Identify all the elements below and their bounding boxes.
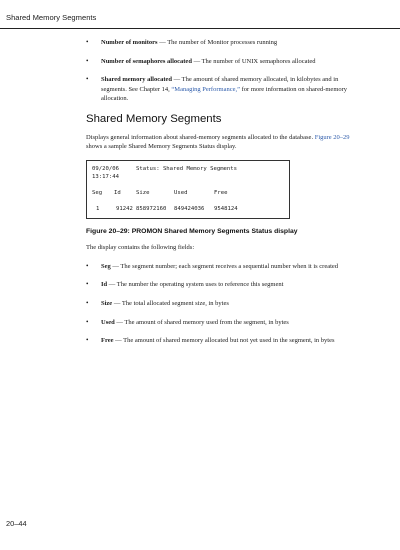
bullet-term: Seg <box>101 262 111 270</box>
screen-date: 09/20/06 <box>92 166 119 173</box>
chapter-link[interactable]: “Managing Performance,” <box>171 85 240 93</box>
column-header: Free <box>214 190 228 197</box>
section-description <box>86 133 354 151</box>
description-text-end: shows a sample Shared Memory Segments Status display. <box>86 143 237 151</box>
column-header: Size <box>136 190 150 197</box>
bullet-icon: • <box>86 299 89 308</box>
column-header: Seg <box>92 190 103 197</box>
screen-status: Status: Shared Memory Segments <box>136 166 238 173</box>
cell-size: 858972160 <box>136 206 167 213</box>
list-item <box>86 75 354 103</box>
bullet-term: Number of monitors <box>101 39 158 46</box>
description-text: Displays general information about shared-memory segments allocated to the database. <box>86 134 315 142</box>
figure-caption: Figure 20–29: PROMON Shared Memory Segments Status display <box>86 228 298 236</box>
list-item <box>86 336 354 345</box>
bullet-icon: • <box>86 280 89 289</box>
promon-screen-display <box>86 160 290 219</box>
screen-column-headers <box>92 189 284 197</box>
cell-id: 91242 <box>116 206 133 213</box>
page-number: 20–44 <box>6 519 27 528</box>
fields-intro: The display contains the following fields: <box>86 244 195 252</box>
header-rule <box>0 28 400 29</box>
list-item <box>86 318 354 327</box>
bullet-icon: • <box>86 317 89 326</box>
list-item <box>86 262 354 271</box>
main-content <box>86 38 354 355</box>
bullet-icon: • <box>86 75 89 84</box>
section-title: Shared Memory Segments <box>86 113 222 126</box>
bullet-term: Free <box>101 337 114 345</box>
bullet-text: — The number of Monitor processes running <box>157 39 278 46</box>
bullet-text: — The number of UNIX semaphores allocated <box>191 57 316 65</box>
bullet-icon: • <box>86 261 89 270</box>
bullet-text: — The amount of shared memory allocated, in kilobytes and in segments. See Chapter 14, <box>101 76 339 93</box>
bullet-term: Number of semaphores allocated <box>101 57 192 65</box>
cell-free: 9548124 <box>214 206 238 213</box>
field-bullet-list <box>86 262 354 346</box>
table-row <box>92 205 284 213</box>
bullet-text-end: for more information on shared-memory allocation. <box>101 85 348 102</box>
list-item <box>86 57 354 66</box>
column-header: Used <box>174 190 188 197</box>
screen-spacer <box>92 197 284 205</box>
column-header: Id <box>114 190 121 197</box>
cell-seg: 1 <box>96 206 100 213</box>
bullet-text: — The total allocated segment size, in bytes <box>112 300 229 308</box>
bullet-text: — The amount of shared memory used from the segment, in bytes <box>114 318 289 326</box>
intro-bullet-list <box>86 38 354 103</box>
bullet-term: Id <box>101 281 108 289</box>
running-header: Shared Memory Segments <box>6 13 97 22</box>
figure-link[interactable]: Figure 20–29 <box>314 134 350 142</box>
bullet-icon: • <box>86 336 89 345</box>
screen-time: 13:17:44 <box>92 174 119 181</box>
bullet-text: — The amount of shared memory allocated but not yet used in the segment, in bytes <box>113 337 335 345</box>
bullet-icon: • <box>86 56 89 65</box>
bullet-icon: • <box>86 38 89 46</box>
bullet-text: — The segment number; each segment receives a sequential number when it is created <box>110 262 339 270</box>
cell-used: 849424036 <box>174 206 205 213</box>
bullet-term: Size <box>101 300 113 308</box>
screen-spacer <box>92 181 284 189</box>
screen-header-row <box>92 165 284 173</box>
bullet-term: Used <box>101 318 115 326</box>
list-item <box>86 299 354 308</box>
bullet-term: Shared memory allocated <box>101 76 173 84</box>
list-item <box>86 280 354 289</box>
bullet-text: — The number the operating system uses to reference this segment <box>107 281 284 289</box>
list-item <box>86 38 354 47</box>
